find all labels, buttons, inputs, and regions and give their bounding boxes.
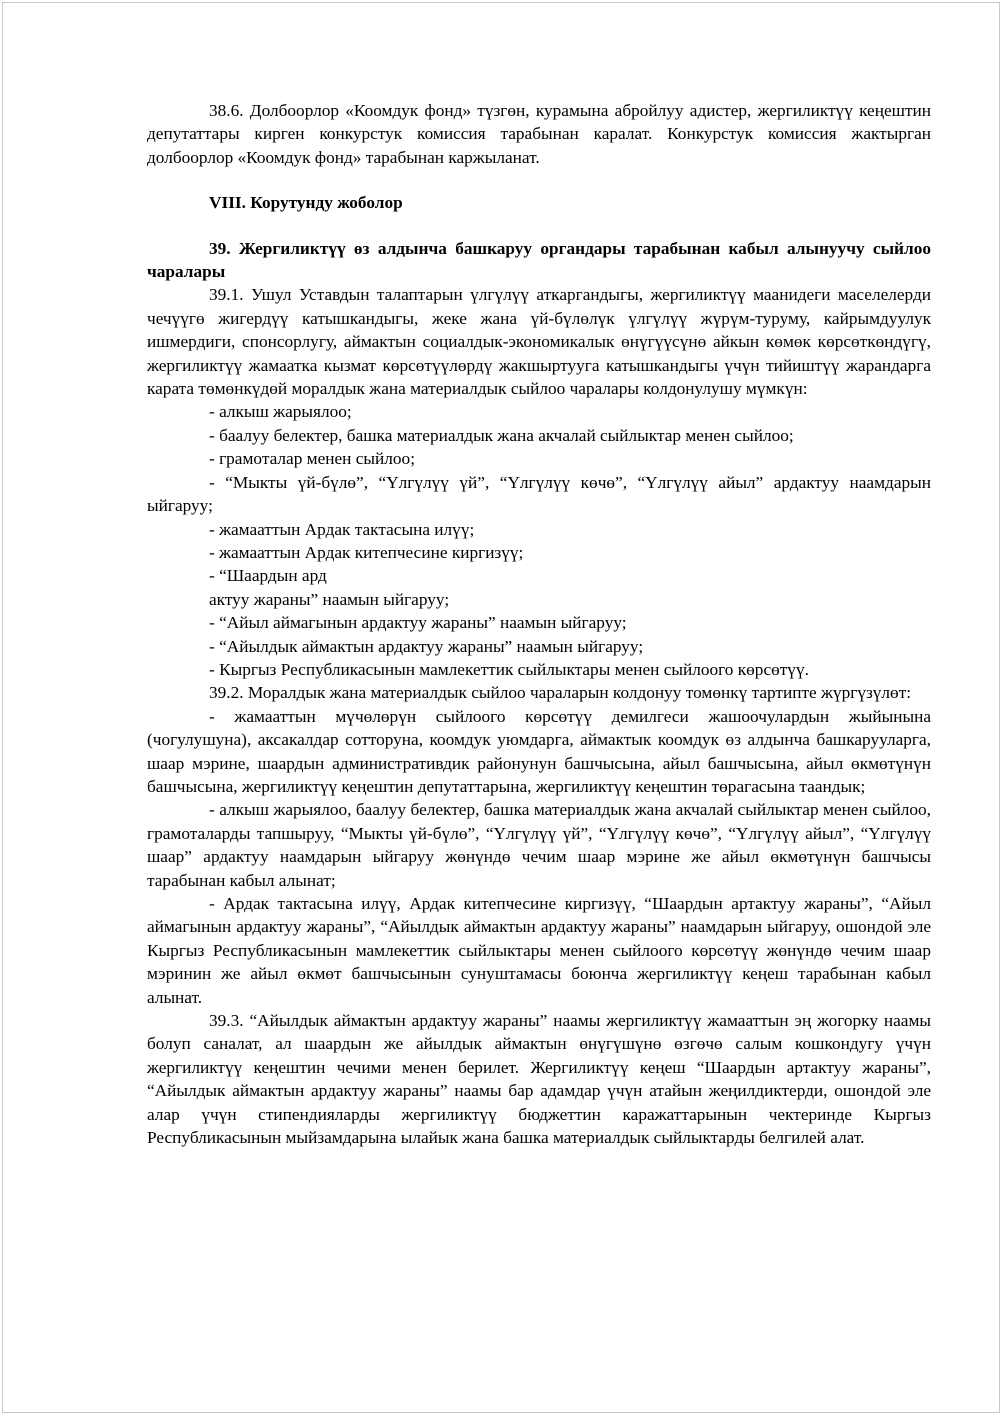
list-item: - жамааттын мүчөлөрүн сыйлоого көрсөтүү демилгеси жашоочулардын жыйынына (чогулушуна), аксакалдар сотторуна, коомдук уюмдарга, аймактык коомдук өз алдынча башкарууларга, шаар мэрине, шаардын административдик районунун башчысына, айыл башчысына, айыл өкмөтүнүн башчысына, жергиликтүү кеңештин депутаттарына, жергиликтүү кеңештин төрагасына таандык; <box>147 706 931 796</box>
list-item: - “Айыл аймагынын ардактуу жараны” наамын ыйгаруу; <box>209 613 627 633</box>
section-heading: VIII. Корутунду жоболор <box>209 193 403 213</box>
list-item: - жамааттын Ардак тактасына илүү; <box>209 519 475 539</box>
list-item: - алкыш жарыялоо, баалуу белектер, башка материалдык жана акчалай сыйлыктар менен сыйлоо, грамоталарды тапшыруу, “Мыкты үй-бүлө”, “Үлгүлүү үй”, “Үлгүлүү көчө”, “Үлгүлүү айыл”, “Үлгүлүү шаар” ардактуу наамдарын ыйгаруу жөнүндө чечим шаар мэрине же айыл өкмөтүнүн башчысы тарабынан кабыл алынат; <box>147 800 931 890</box>
list-item: - алкыш жарыялоо; <box>209 402 352 422</box>
paragraph-39-1: 39.1. Ушул Уставдын талаптарын үлгүлүү аткаргандыгы, жергиликтүү маанидеги маселелерди чечүүгө жигердүү катышкандыгы, жеке жана үй-бүлөлүк үлгүлүү жүрүм-туруму, кайрымдуулук ишмердиги, спонсорлугу, аймактын социалдык-экономикалык өнүгүүсүнө айкын көмөк көрсөткөндүгү, жергиликтүү жамаатка кызмат көрсөтүүлөрдү жакшыртууга катышкандыгы үчүн тийиштүү жарандарга карата төмөнкүдөй моралдык жана материалдык сыйлоо чаралары колдонулушу мүмкүн: <box>147 285 931 399</box>
document-page <box>2 2 1000 1413</box>
list-item: - Ардак тактасына илүү, Ардак китепчесине киргизүү, “Шаардын артактуу жараны”, “Айыл аймагынын ардактуу жараны”, “Айылдык аймактын ардактуу жараны” наамдарын ыйгаруу, ошондой эле Кыргыз Республикасынын мамлекеттик сыйлыктары менен сыйлоого көрсөтүү жөнүндө чечим шаар мэринин же айыл өкмөт башчысынын сунуштамасы боюнча жергиликтүү кеңеш тарабынан кабыл алынат. <box>147 894 931 1007</box>
list-item: - грамоталар менен сыйлоо; <box>209 449 415 469</box>
document-body <box>147 99 931 1149</box>
list-item-continuation: актуу жараны” наамын ыйгаруу; <box>209 589 450 609</box>
list-item: - жамааттын Ардак китепчесине киргизүү; <box>209 542 524 562</box>
list-item: - Кыргыз Республикасынын мамлекеттик сыйлыктары менен сыйлоого көрсөтүү. <box>209 659 809 679</box>
paragraph-38-6: 38.6. Долбоорлор «Коомдук фонд» түзгөн, курамына абройлуу адистер, жергиликтүү кеңештин депутаттары кирген конкурстук комиссия тарабынан каралат. Конкурстук комиссия жактырган долбоорлор «Коомдук фонд» тарабынан каржыланат. <box>147 101 931 167</box>
list-item: - баалуу белектер, башка материалдык жана акчалай сыйлыктар менен сыйлоо; <box>209 425 794 445</box>
paragraph-39-2: 39.2. Моралдык жана материалдык сыйлоо чараларын колдонуу томөнкү тартипте жүргүзүлөт: <box>209 683 912 703</box>
list-item: - “Мыкты үй-бүлө”, “Үлгүлүү үй”, “Үлгүлүү көчө”, “Үлгүлүү айыл” ардактуу наамдарын ыйгаруу; <box>147 472 931 516</box>
list-item: - “Шаардын ард <box>209 566 327 586</box>
list-item: - “Айылдык аймактын ардактуу жараны” наамын ыйгаруу; <box>209 636 644 656</box>
article-39-heading: 39. Жергиликтүү өз алдынча башкаруу органдары тарабынан кабыл алынуучу сыйлоо чаралары <box>147 238 931 282</box>
paragraph-39-3: 39.3. “Айылдык аймактын ардактуу жараны” наамы жергиликтүү жамааттын эң жогорку наамы болуп саналат, ал шаардын же айылдык аймактын өнүгүшүнө өзгөчө салым кошкондугу үчүн жергиликтүү кеңештин чечими менен берилет. Жергиликтүү кеңеш “Шаардын артактуу жараны”, “Айылдык аймактын ардактуу жараны” наамы бар адамдар үчүн атайын жеңилдиктерди, ошондой эле алар үчүн стипендияларды жергиликтүү бюджеттин каражаттарынын чектеринде Кыргыз Республикасынын мыйзамдарына ылайык жана башка материалдык сыйлыктарды белгилей алат. <box>147 1011 931 1148</box>
